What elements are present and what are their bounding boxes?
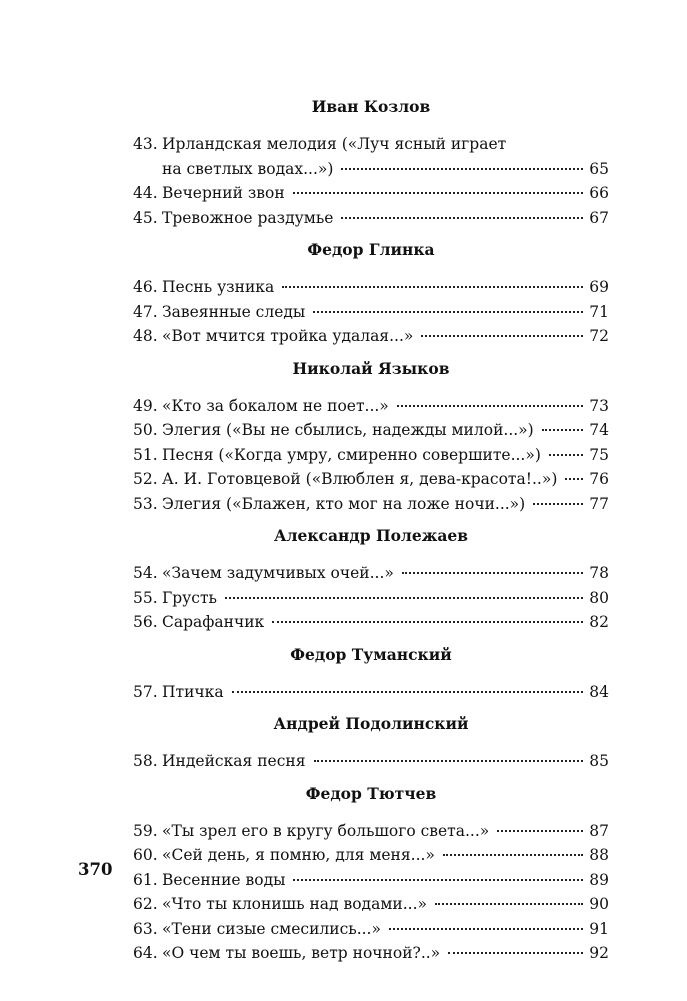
entry-page: 85	[589, 752, 609, 770]
toc-entry	[133, 394, 609, 419]
entry-number: 47.	[133, 302, 158, 321]
entry-page: 76	[589, 470, 609, 488]
author-heading: Федор Глинка	[307, 240, 435, 259]
entry-page: 92	[589, 944, 609, 962]
entry-number: 63.	[133, 919, 158, 938]
dot-leader	[293, 192, 584, 194]
author-heading: Федор Туманский	[290, 644, 452, 664]
entry-title: «Что ты клонишь над водами...»	[162, 895, 427, 913]
entry-number: 49.	[133, 396, 158, 415]
entry-page: 72	[589, 327, 609, 345]
toc-entry	[133, 561, 609, 586]
entry-title: Элегия («Вы не сбылись, надежды милой...»)	[162, 421, 534, 439]
dot-leader	[293, 879, 583, 881]
entry-number: 57.	[133, 682, 158, 701]
entry-title: Грусть	[162, 588, 217, 607]
entry-number: 44.	[133, 184, 158, 202]
dot-leader	[232, 691, 584, 693]
entry-title: Птичка	[162, 682, 224, 701]
entry-title: Тревожное раздумье	[162, 208, 334, 227]
entry-page: 89	[589, 870, 609, 889]
toc-entry	[133, 300, 609, 325]
toc-section	[133, 783, 609, 966]
entry-page: 80	[589, 588, 609, 607]
entry-title: Вечерний звон	[162, 184, 285, 202]
entry-number: 60.	[133, 846, 158, 864]
toc-entry	[133, 892, 609, 917]
entry-page: 69	[589, 278, 609, 296]
toc-entry	[133, 418, 609, 443]
toc-entry	[133, 492, 609, 517]
toc-entry	[133, 324, 609, 349]
entry-number: 52.	[133, 470, 158, 488]
toc-entry	[133, 680, 609, 705]
entry-page: 65	[589, 159, 609, 178]
dot-leader	[314, 760, 584, 762]
entry-title: Сарафанчик	[162, 613, 265, 631]
entry-page: 90	[589, 895, 609, 913]
entry-title: Песня («Когда умру, смиренно совершите...»)	[162, 445, 541, 464]
entry-page: 71	[589, 302, 609, 321]
dot-leader	[549, 454, 583, 456]
toc-entry	[133, 181, 609, 206]
entry-page: 87	[589, 821, 609, 840]
dot-leader	[497, 830, 583, 832]
entry-number: 46.	[133, 278, 158, 296]
toc-section	[133, 525, 609, 635]
entry-number: 64.	[133, 944, 158, 962]
entry-number: 43.	[133, 135, 158, 153]
entry-title: «Сей день, я помню, для меня...»	[162, 846, 435, 864]
entry-title-line1: Ирландская мелодия («Луч ясный играет	[162, 135, 507, 153]
author-heading: Николай Языков	[292, 358, 450, 378]
entry-page: 77	[589, 494, 609, 513]
toc-section	[133, 96, 609, 230]
entry-title: на светлых водах...»)	[162, 159, 334, 178]
toc-entry	[133, 132, 609, 181]
entry-number: 51.	[133, 445, 158, 464]
author-heading: Андрей Подолинский	[273, 714, 469, 733]
entry-title: «Вот мчится тройка удалая...»	[162, 327, 414, 345]
toc-section	[133, 239, 609, 349]
toc-entry	[133, 443, 609, 468]
toc-entry	[133, 586, 609, 611]
entry-title: Весенние воды	[162, 870, 286, 889]
toc-entry	[133, 917, 609, 942]
entry-number: 59.	[133, 821, 158, 840]
toc-entry	[133, 843, 609, 868]
entry-page: 91	[589, 919, 609, 938]
toc-entry	[133, 610, 609, 635]
entry-number: 56.	[133, 613, 158, 631]
entry-title: Элегия («Блажен, кто мог на ложе ночи...»)	[162, 494, 526, 513]
entry-number: 45.	[133, 208, 158, 227]
entry-number: 58.	[133, 752, 158, 770]
dot-leader	[533, 503, 583, 505]
toc-section	[133, 358, 609, 517]
dot-leader	[421, 335, 583, 337]
dot-leader	[225, 597, 583, 599]
toc-section	[133, 644, 609, 705]
entry-page: 82	[589, 613, 609, 631]
entry-title: «Ты зрел его в кругу большого света...»	[162, 821, 490, 840]
entry-page: 75	[589, 445, 609, 464]
table-of-contents	[133, 96, 609, 975]
entry-page: 78	[589, 564, 609, 582]
dot-leader	[542, 429, 584, 431]
dot-leader	[313, 311, 583, 313]
dot-leader	[443, 854, 583, 856]
entry-page: 73	[589, 396, 609, 415]
dot-leader	[341, 168, 583, 170]
entry-number: 54.	[133, 564, 158, 582]
author-heading: Федор Тютчев	[305, 783, 437, 803]
toc-section	[133, 713, 609, 774]
toc-entry	[133, 467, 609, 492]
entry-number: 50.	[133, 421, 158, 439]
toc-entry	[133, 941, 609, 966]
entry-title: Завеянные следы	[162, 302, 306, 321]
author-heading: Иван Козлов	[311, 97, 431, 116]
entry-page: 84	[589, 682, 609, 701]
entry-title: «Тени сизые смесились...»	[162, 919, 381, 938]
dot-leader	[402, 572, 583, 574]
dot-leader	[341, 217, 583, 219]
dot-leader	[397, 405, 583, 407]
page-number: 370	[78, 860, 113, 879]
dot-leader	[448, 952, 583, 954]
entry-number: 55.	[133, 588, 158, 607]
author-heading: Александр Полежаев	[273, 526, 469, 545]
entry-page: 67	[589, 208, 609, 227]
toc-entry	[133, 275, 609, 300]
entry-title: «О чем ты воешь, ветр ночной?..»	[162, 944, 441, 962]
entry-title: Песнь узника	[162, 278, 275, 296]
dot-leader	[565, 478, 583, 480]
dot-leader	[282, 286, 583, 288]
entry-title: А. И. Готовцевой («Влюблен я, дева-красота!..»)	[162, 470, 558, 488]
entry-number: 61.	[133, 870, 158, 889]
dot-leader	[389, 928, 583, 930]
entry-page: 74	[589, 421, 609, 439]
toc-entry	[133, 868, 609, 893]
dot-leader	[272, 621, 583, 623]
toc-entry	[133, 749, 609, 774]
entry-number: 48.	[133, 327, 158, 345]
entry-number: 53.	[133, 494, 158, 513]
toc-entry	[133, 819, 609, 844]
entry-page: 66	[589, 184, 609, 202]
dot-leader	[435, 903, 583, 905]
entry-title: «Кто за бокалом не поет...»	[162, 396, 389, 415]
entry-title: Индейская песня	[162, 752, 306, 770]
entry-page: 88	[589, 846, 609, 864]
entry-title: «Зачем задумчивых очей...»	[162, 564, 394, 582]
entry-number: 62.	[133, 895, 158, 913]
toc-entry	[133, 206, 609, 231]
